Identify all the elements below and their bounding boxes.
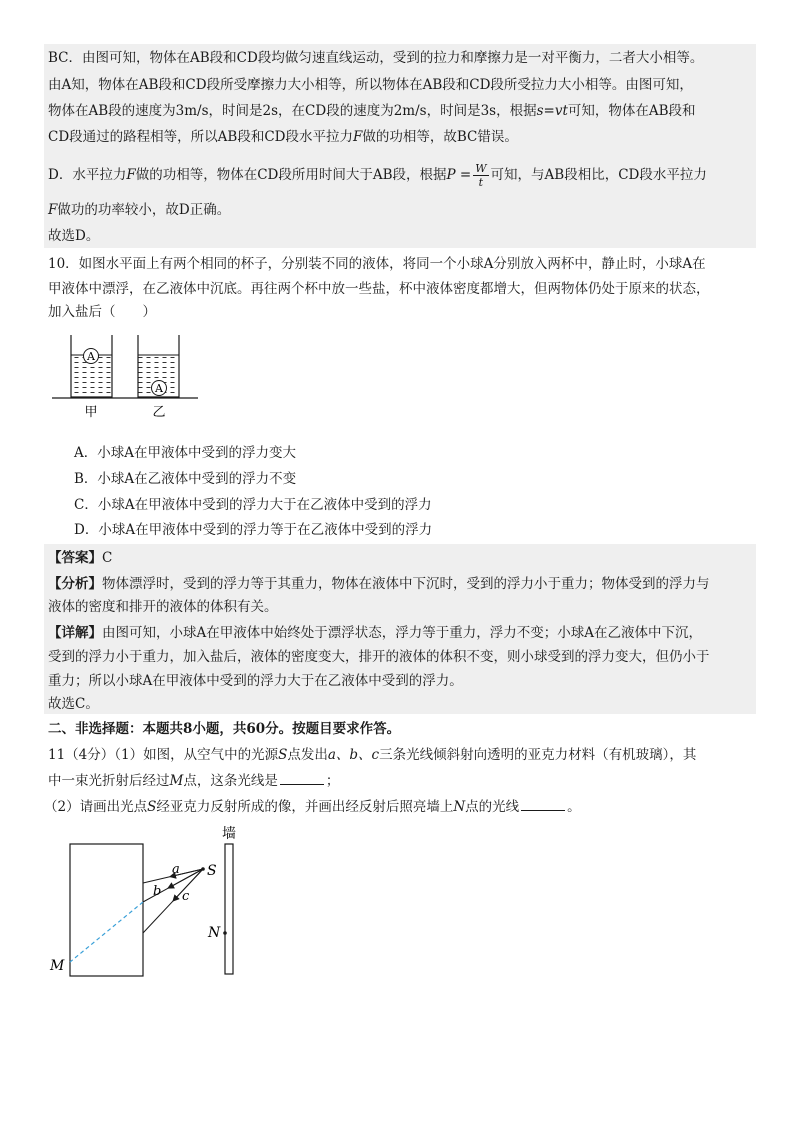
label-a: a bbox=[172, 862, 180, 877]
acrylic-block bbox=[70, 844, 143, 976]
q9-bc-line-2: 由A知，物体在AB段和CD段所受摩擦力大小相等，所以物体在AB段和CD段所受拉力大小相等。由图可知， bbox=[48, 77, 693, 93]
q11-part1-line-1: 11（4分）（1）如图，从空气中的光源S点发出a、b、c三条光线倾斜射向透明的亚克力材料（有机玻璃），其 bbox=[48, 747, 697, 763]
q10-detail-3: 重力；所以小球A在甲液体中受到的浮力大于在乙液体中受到的浮力。 bbox=[48, 673, 463, 689]
q9-bc-line-4: CD段通过的路程相等，所以AB段和CD段水平拉力F做的功相等，故BC错误。 bbox=[48, 129, 518, 145]
q10-answer: 【答案】C bbox=[48, 550, 113, 566]
section-2-heading: 二、非选择题：本题共8小题，共60分。按题目要求作答。 bbox=[48, 721, 401, 737]
q9-bc-line-1: BC．由图可知，物体在AB段和CD段均做匀速直线运动，受到的拉力和摩擦力是一对平衡力，二者大小相等。 bbox=[48, 50, 704, 66]
power-formula-lhs: P = bbox=[446, 167, 472, 183]
q9-bc-line-3: 物体在AB段的速度为3m/s，时间是2s，在CD段的速度为2m/s，时间是3s，根据s=vt可知，物体在AB段和 bbox=[48, 103, 696, 119]
q10-line-2: 甲液体中漂浮，在乙液体中沉底。再往两个杯中放一些盐，杯中液体密度都增大，但两物体仍处于原来的状态， bbox=[48, 281, 710, 297]
q10-detail-1: 【详解】由图可知，小球A在甲液体中始终处于漂浮状态，浮力等于重力，浮力不变；小球A在乙液体中下沉， bbox=[48, 625, 702, 641]
option-b: B．小球A在乙液体中受到的浮力不变 bbox=[74, 471, 297, 487]
label-c: c bbox=[182, 889, 190, 904]
option-d: D．小球A在甲液体中受到的浮力等于在乙液体中受到的浮力 bbox=[74, 522, 433, 538]
q11-part1-line-2: 中一束光折射后经过M点，这条光线是 ； bbox=[48, 773, 340, 789]
q10-analysis-1: 【分析】物体漂浮时，受到的浮力等于其重力，物体在液体中下沉时，受到的浮力小于重力；物体受到的浮力与 bbox=[48, 576, 710, 592]
q10-analysis-2: 液体的密度和排开的液体的体积有关。 bbox=[48, 599, 278, 615]
refracted-ray-dashed bbox=[70, 902, 143, 962]
q10-detail-2: 受到的浮力小于重力，加入盐后，液体的密度变大，排开的液体的体积不变，则小球受到的浮力变大，但仍小于 bbox=[48, 649, 710, 665]
q9-d-line-1: D．水平拉力F做的功相等，物体在CD段所用时间大于AB段，根据P = $\frac{W}{t}$ 可知，与AB段相比，CD段水平拉力 bbox=[48, 162, 707, 189]
optics-figure bbox=[40, 822, 260, 982]
point-n bbox=[223, 931, 227, 935]
ball-a-label-left: A bbox=[87, 350, 95, 363]
q11-part2-line: （2）请画出光点S经亚克力反射所成的像，并画出经反射后照亮墙上N点的光线 。 bbox=[44, 799, 581, 815]
q10-choose: 故选C。 bbox=[48, 696, 99, 712]
label-n: N bbox=[208, 925, 221, 941]
cup-right-label: 乙 bbox=[152, 405, 166, 420]
wall bbox=[225, 844, 233, 974]
q9-d-line-2: F做功的功率较小，故D正确。 bbox=[48, 202, 231, 218]
ball-a-label-right: A bbox=[155, 382, 163, 395]
power-formula-fraction: $\frac{W}{t}$ bbox=[475, 162, 487, 189]
cup-left-label: 甲 bbox=[84, 405, 98, 420]
label-m: M bbox=[50, 958, 65, 974]
q10-line-1: 10．如图水平面上有两个相同的杯子，分别装不同的液体，将同一个小球A分别放入两杯中，静止时，小球A在 bbox=[48, 256, 706, 272]
option-a: A．小球A在甲液体中受到的浮力变大 bbox=[74, 445, 296, 461]
cups-figure bbox=[50, 330, 200, 422]
option-c: C．小球A在甲液体中受到的浮力大于在乙液体中受到的浮力 bbox=[74, 497, 432, 513]
answer-blank-1[interactable] bbox=[280, 772, 324, 785]
q9-choose: 故选D。 bbox=[48, 228, 100, 244]
label-s: S bbox=[207, 863, 217, 879]
q10-line-3: 加入盐后（ ） bbox=[48, 304, 156, 320]
label-b: b bbox=[153, 884, 162, 899]
answer-blank-2[interactable] bbox=[521, 798, 565, 811]
wall-label: 墙 bbox=[222, 826, 236, 842]
